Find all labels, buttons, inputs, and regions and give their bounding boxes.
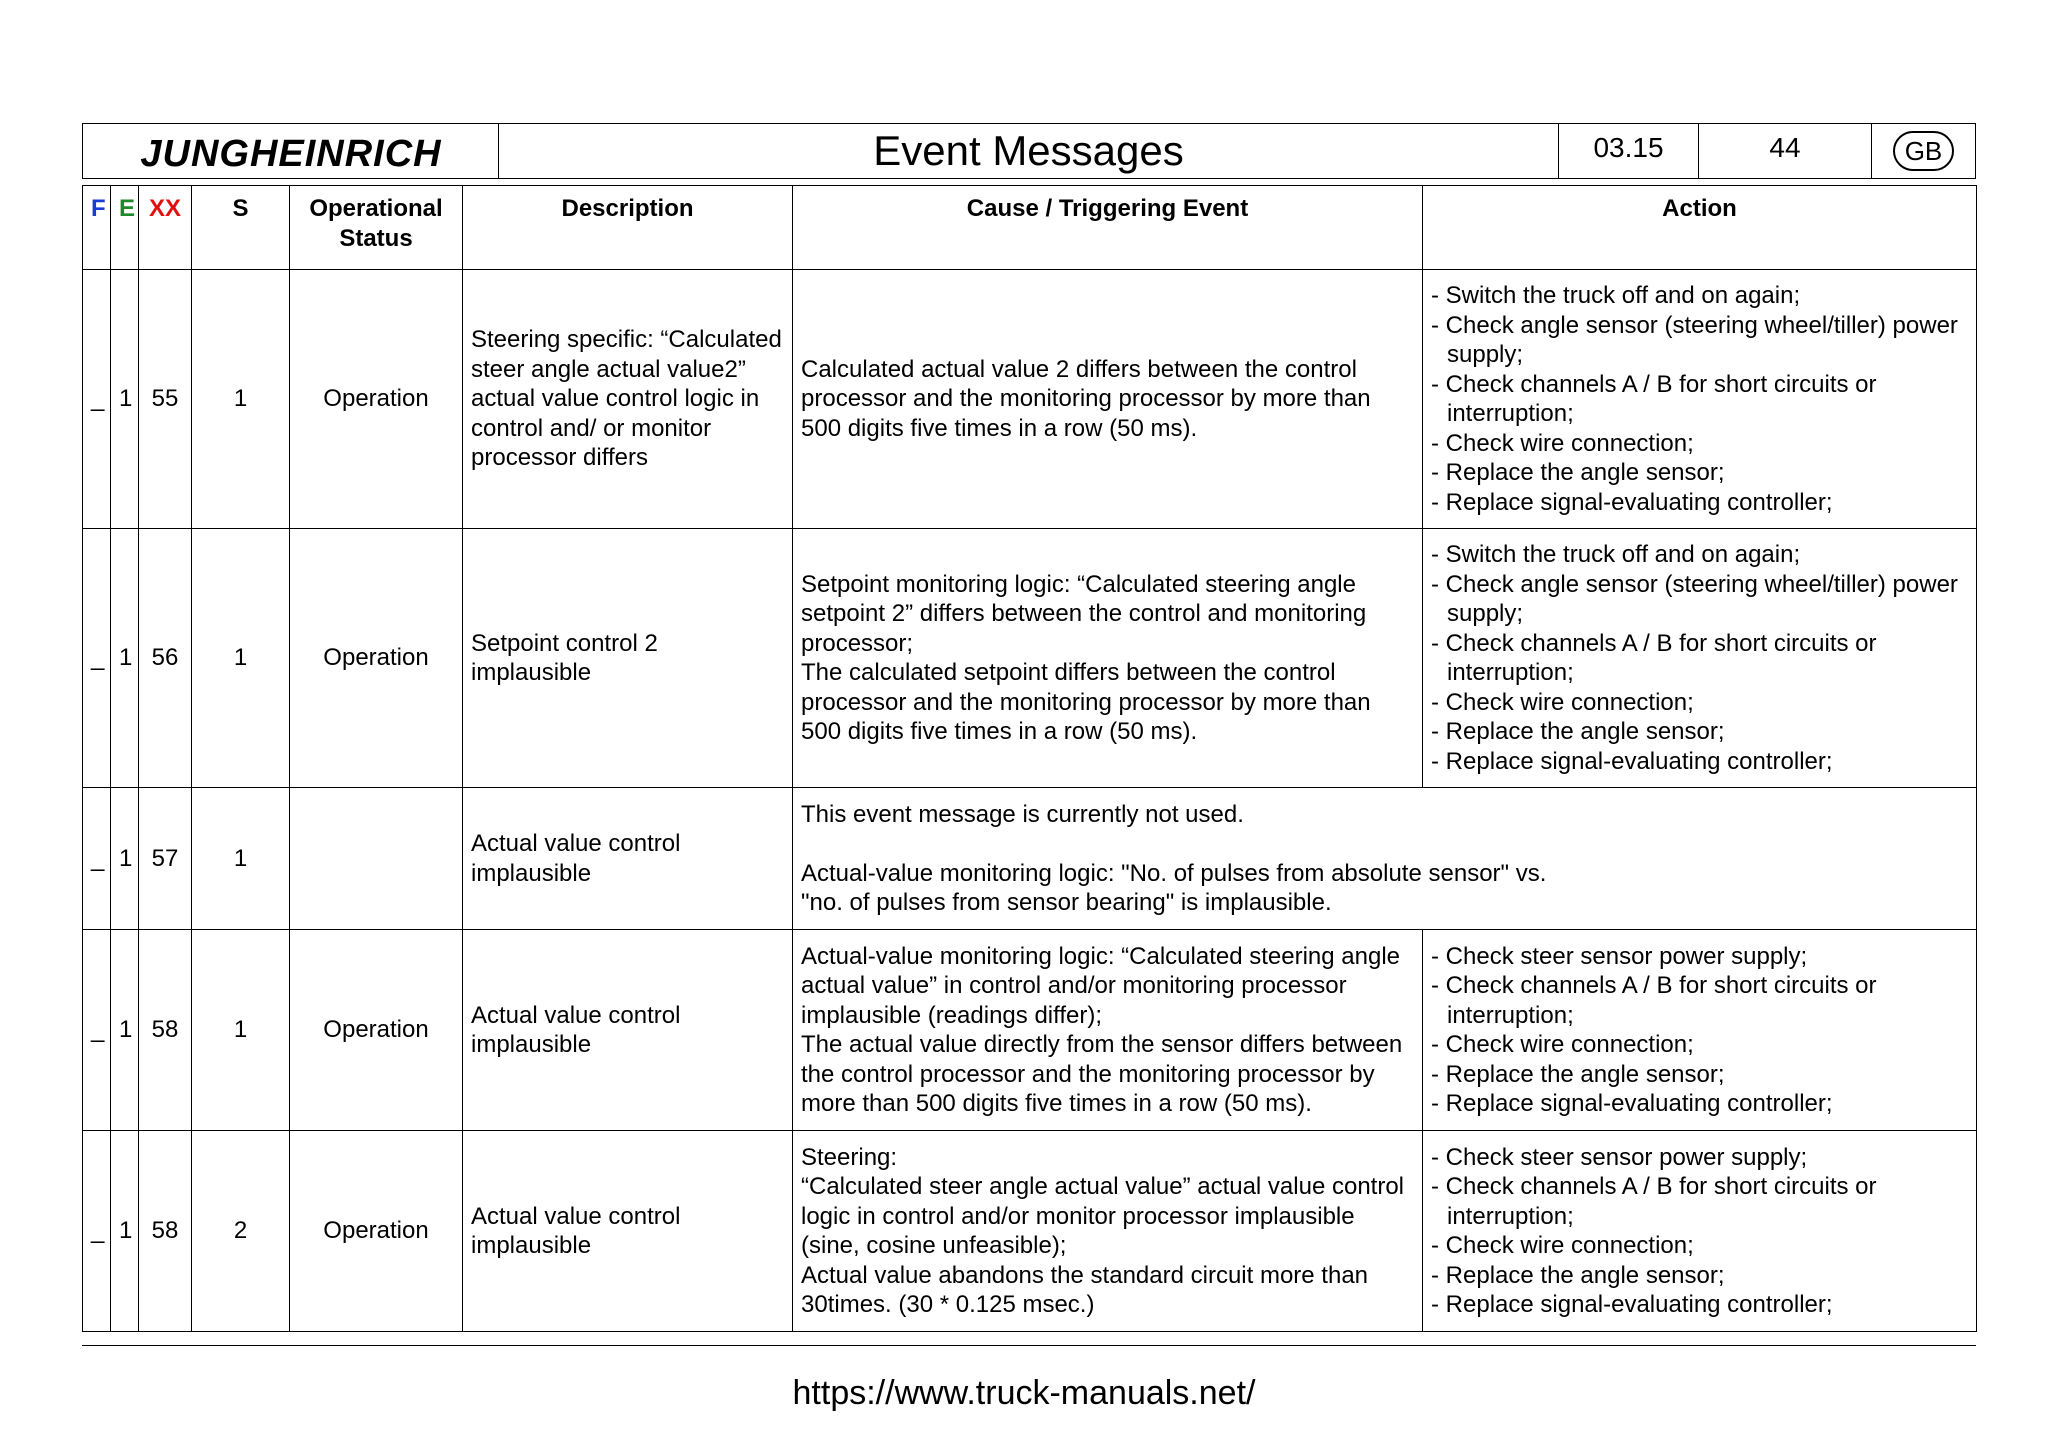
column-header-s: S [192, 186, 290, 270]
brand-logo [121, 126, 461, 176]
cell-xx: 56 [139, 529, 192, 788]
column-header-e: E [111, 186, 139, 270]
action-item: - Check wire connection; [1431, 1231, 1968, 1261]
action-item: - Replace signal-evaluating controller; [1431, 1290, 1968, 1320]
cell-s: 1 [192, 930, 290, 1131]
action-list [1431, 942, 1968, 1119]
action-item: - Check channels A / B for short circuits or interruption; [1431, 1172, 1968, 1231]
table-row [83, 788, 1977, 930]
cell-e: 1 [111, 930, 139, 1131]
table-row [83, 930, 1977, 1131]
action-item: - Switch the truck off and on again; [1431, 281, 1968, 311]
cause-text: The calculated setpoint differs between the control processor and the monitoring processor by more than 500 digits five times in a row (50 ms). [801, 659, 1371, 745]
cell-cause [793, 930, 1423, 1131]
cell-xx: 58 [139, 1131, 192, 1332]
cell-f: _ [83, 788, 111, 930]
cause-text: Actual value abandons the standard circuit more than 30times. (30 * 0.125 msec.) [801, 1261, 1369, 1318]
column-header-action: Action [1423, 186, 1977, 270]
table-row [83, 529, 1977, 788]
page-number: 44 [1699, 124, 1872, 178]
brand-logo-cell [83, 124, 499, 178]
table-row [83, 1131, 1977, 1332]
language-cell [1872, 124, 1975, 178]
cell-e: 1 [111, 1131, 139, 1332]
document-date: 03.15 [1559, 124, 1699, 178]
column-header-description: Description [463, 186, 793, 270]
cell-f: _ [83, 1131, 111, 1332]
action-item: - Replace signal-evaluating controller; [1431, 1089, 1968, 1119]
cause-text: Steering: [801, 1143, 898, 1171]
cell-status: Operation [290, 529, 463, 788]
language-badge: GB [1893, 131, 1955, 171]
action-list [1431, 1143, 1968, 1320]
cell-s: 1 [192, 270, 290, 529]
action-item: - Check steer sensor power supply; [1431, 1143, 1968, 1173]
cell-xx: 55 [139, 270, 192, 529]
action-list [1431, 281, 1968, 517]
brand-logo-text: JUNGHEINRICH [139, 133, 442, 175]
cell-cause [793, 788, 1977, 930]
cell-description: Steering specific: “Calculated steer angle actual value2” actual value control logic in control and/ or monitor processor differs [463, 270, 793, 529]
cell-description: Actual value control implausible [463, 788, 793, 930]
cell-e: 1 [111, 788, 139, 930]
cell-status: Operation [290, 1131, 463, 1332]
cell-cause [793, 270, 1423, 529]
action-item: - Check steer sensor power supply; [1431, 942, 1968, 972]
cell-cause [793, 1131, 1423, 1332]
action-item: - Replace the angle sensor; [1431, 1060, 1968, 1090]
cell-xx: 58 [139, 930, 192, 1131]
action-item: - Check channels A / B for short circuits or interruption; [1431, 629, 1968, 688]
column-header-f: F [83, 186, 111, 270]
cause-text: “Calculated steer angle actual value” actual value control logic in control and/or monitor processor implausible (sine, cosine unfeasible); [801, 1173, 1405, 1259]
column-header-operational-status: Operational Status [290, 186, 463, 270]
page-title: Event Messages [499, 124, 1559, 178]
action-item: - Check wire connection; [1431, 429, 1968, 459]
action-item: - Check wire connection; [1431, 1030, 1968, 1060]
column-header-xx: XX [139, 186, 192, 270]
cause-text: Actual-value monitoring logic: “Calculated steering angle actual value” in control and/or monitoring processor implausible (readings differ); [801, 942, 1400, 1029]
cell-f: _ [83, 270, 111, 529]
action-item: - Replace the angle sensor; [1431, 717, 1968, 747]
cell-e: 1 [111, 529, 139, 788]
cell-action [1423, 1131, 1977, 1332]
page-header [82, 123, 1976, 179]
cause-text: Actual-value monitoring logic: "No. of pulses from absolute sensor" vs. "no. of pulses from sensor bearing" is implausible. [801, 859, 1547, 916]
cell-f: _ [83, 529, 111, 788]
cell-status: Operation [290, 270, 463, 529]
action-item: - Check wire connection; [1431, 688, 1968, 718]
action-item: - Check channels A / B for short circuits or interruption; [1431, 971, 1968, 1030]
column-header-cause: Cause / Triggering Event [793, 186, 1423, 270]
action-item: - Switch the truck off and on again; [1431, 540, 1968, 570]
cell-s: 1 [192, 529, 290, 788]
cell-s: 2 [192, 1131, 290, 1332]
action-item: - Replace signal-evaluating controller; [1431, 747, 1968, 777]
paragraph-gap [801, 829, 1968, 859]
action-item: - Check angle sensor (steering wheel/tiller) power supply; [1431, 570, 1968, 629]
action-item: - Check angle sensor (steering wheel/tiller) power supply; [1431, 311, 1968, 370]
cell-status [290, 788, 463, 930]
action-item: - Replace the angle sensor; [1431, 458, 1968, 488]
cause-text: Calculated actual value 2 differs between the control processor and the monitoring processor by more than 500 digits five times in a row (50 ms). [801, 355, 1371, 442]
cause-text: Setpoint monitoring logic: “Calculated steering angle setpoint 2” differs between the control and monitoring processor; [801, 570, 1367, 657]
cell-description: Actual value control implausible [463, 930, 793, 1131]
event-messages-table [82, 185, 1977, 1332]
footer-divider [82, 1345, 1976, 1346]
cell-description: Setpoint control 2 implausible [463, 529, 793, 788]
cell-action [1423, 930, 1977, 1131]
action-list [1431, 540, 1968, 776]
table-row [83, 270, 1977, 529]
cause-text: This event message is currently not used. [801, 800, 1244, 828]
action-item: - Check channels A / B for short circuits or interruption; [1431, 370, 1968, 429]
cause-text: The actual value directly from the sensor differs between the control processor and the monitoring processor by more than 500 digits five times in a row (50 ms). [801, 1031, 1403, 1117]
table-header-row [83, 186, 1977, 270]
cell-description: Actual value control implausible [463, 1131, 793, 1332]
cell-s: 1 [192, 788, 290, 930]
cell-cause [793, 529, 1423, 788]
cell-e: 1 [111, 270, 139, 529]
action-item: - Replace the angle sensor; [1431, 1261, 1968, 1291]
action-item: - Replace signal-evaluating controller; [1431, 488, 1968, 518]
cell-xx: 57 [139, 788, 192, 930]
cell-f: _ [83, 930, 111, 1131]
cell-status: Operation [290, 930, 463, 1131]
cell-action [1423, 529, 1977, 788]
cell-action [1423, 270, 1977, 529]
footer-url[interactable]: https://www.truck-manuals.net/ [792, 1374, 1256, 1412]
